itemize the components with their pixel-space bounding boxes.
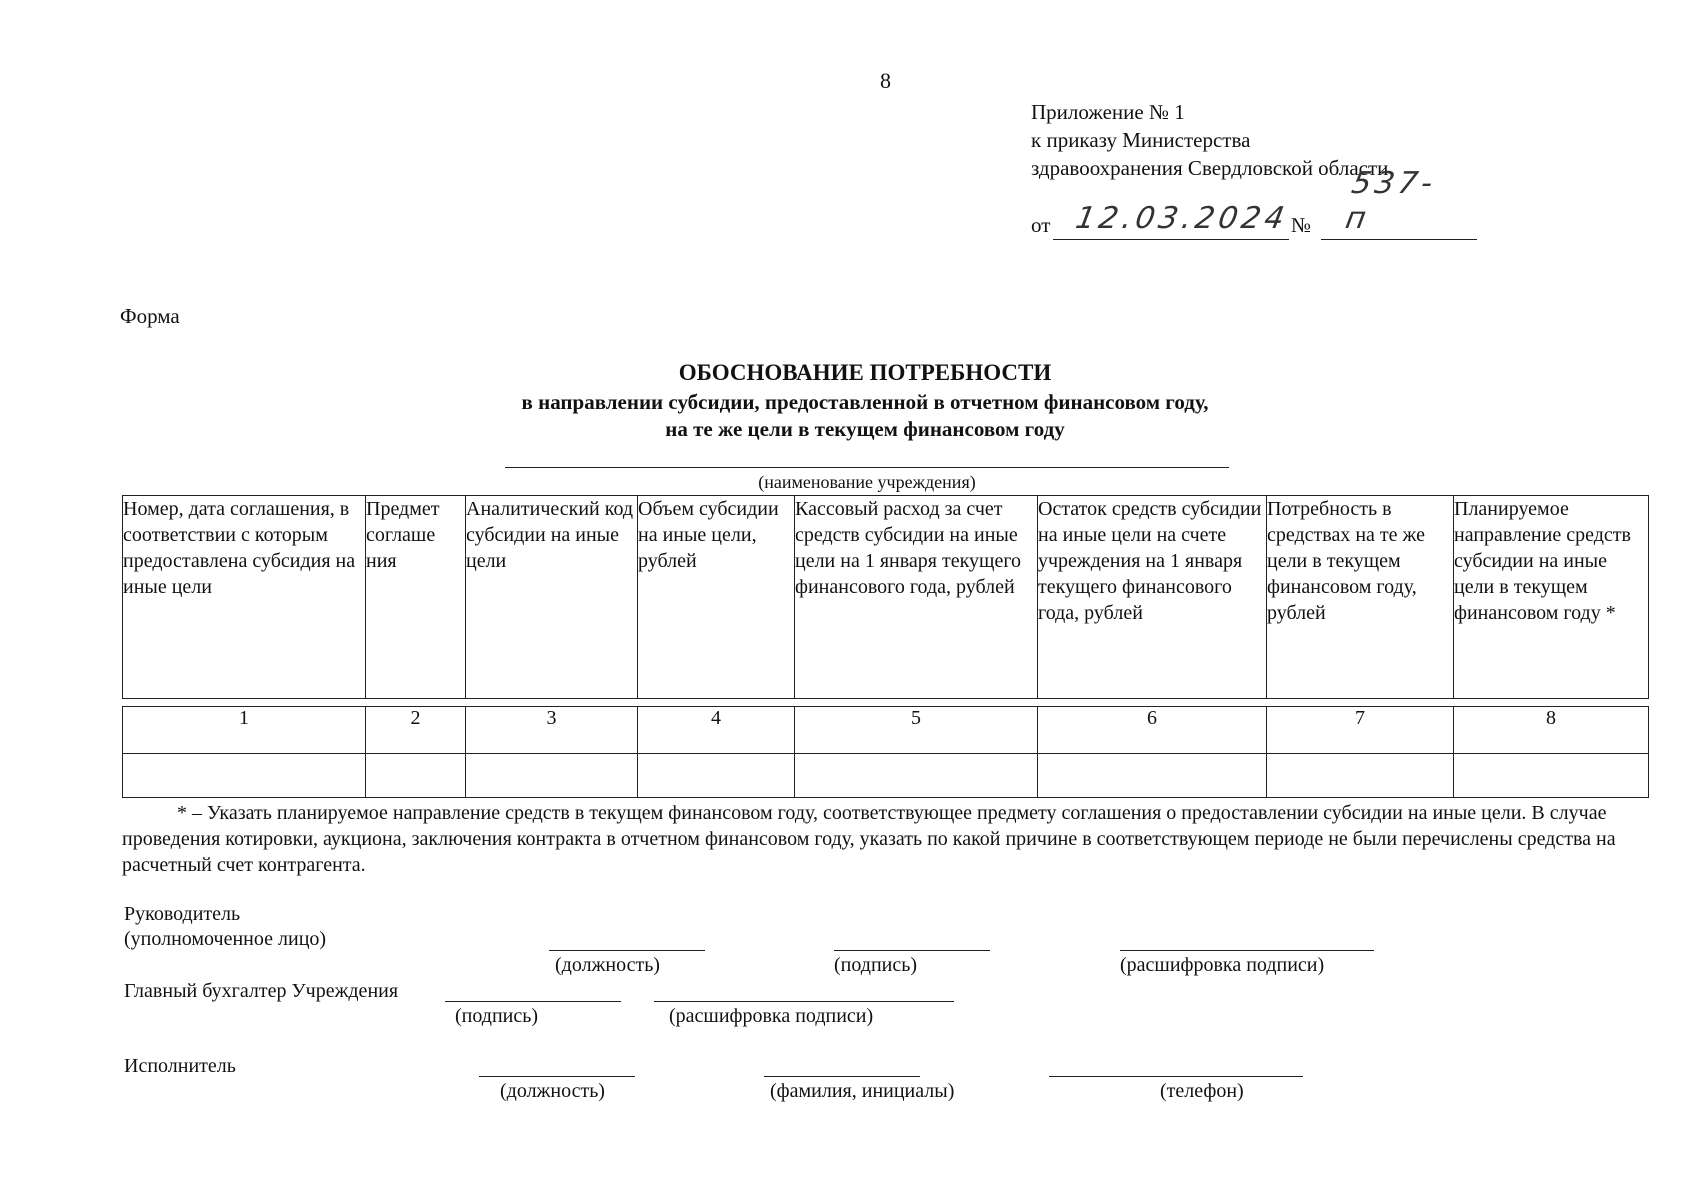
head-sublabel: (уполномоченное лицо) (124, 928, 327, 950)
head-decoding-line (1120, 950, 1374, 951)
document-subtitle-1: в направлении субсидии, предоставленной в отчетном финансовом году, (521, 390, 1209, 414)
accountant-signature-caption: (подпись) (455, 1005, 539, 1027)
date-underline (1053, 239, 1289, 240)
column-number-row (123, 707, 1649, 754)
number-label: № (1291, 213, 1312, 237)
head-signature-caption: (подпись) (834, 954, 918, 976)
document-title: ОБОСНОВАНИЕ ПОТРЕБНОСТИ (678, 360, 1052, 385)
head-decoding-caption: (расшифровка подписи) (1120, 954, 1325, 976)
column-number: 3 (466, 707, 638, 754)
document-subtitle-2: на те же цели в текущем финансовом году (665, 417, 1065, 441)
from-label: от (1031, 213, 1051, 237)
executor-phone-line (1049, 1076, 1303, 1077)
header-row (123, 496, 1649, 699)
column-number: 7 (1267, 707, 1454, 754)
accountant-decoding-caption: (расшифровка подписи) (669, 1005, 874, 1027)
head-label: Руководитель (124, 903, 241, 925)
empty-data-row (123, 754, 1649, 798)
accountant-decoding-line (654, 1001, 954, 1002)
executor-position-caption: (должность) (500, 1080, 605, 1102)
executor-label: Исполнитель (124, 1055, 236, 1077)
executor-name-line (764, 1076, 920, 1077)
column-number: 6 (1038, 707, 1267, 754)
table-cell (638, 754, 795, 798)
column-number: 5 (795, 707, 1038, 754)
executor-name-caption: (фамилия, инициалы) (770, 1080, 955, 1102)
appendix-line-2: к приказу Министерства (1031, 128, 1251, 152)
table-cell (366, 754, 466, 798)
header-cell: Кассовый расход за счет средств субсидии на иные цели на 1 января текущего финансового года, рублей (795, 496, 1038, 699)
institution-name-line (505, 467, 1229, 468)
header-cell: Остаток средств субсидии на иные цели на счете учреждения на 1 января текущего финансового года, рублей (1038, 496, 1267, 699)
table-cell (795, 754, 1038, 798)
header-cell: Объем субсидии на иные цели, рублей (638, 496, 795, 699)
footnote: * – Указать планируемое направление средств в текущем финансовом году, соответствующее предмету соглашения о предоставлении субсидии на иные цели. В случае проведения котировки, аукциона, заключения контракта в отчетном финансовом году, указать по какой причине в соответствующем периоде не были перечислены средства на расчетный счет контрагента. (122, 802, 1616, 876)
chief-accountant-label: Главный бухгалтер Учреждения (124, 980, 399, 1002)
column-number: 8 (1454, 707, 1649, 754)
handwritten-number: 537-п (1342, 166, 1440, 236)
number-underline (1321, 239, 1477, 240)
accountant-signature-line (445, 1001, 621, 1002)
head-position-line (549, 950, 705, 951)
table-cell (1038, 754, 1267, 798)
head-signature-line (834, 950, 990, 951)
appendix-block (1031, 98, 1388, 182)
table-cell (123, 754, 366, 798)
header-cell: Предмет соглаше ния (366, 496, 466, 699)
column-number: 2 (366, 707, 466, 754)
column-number: 1 (123, 707, 366, 754)
head-position-caption: (должность) (555, 954, 660, 976)
table-cell (1454, 754, 1649, 798)
column-number: 4 (638, 707, 795, 754)
header-cell: Планируемое направление средств субсидии на иные цели в текущем финансовом году * (1454, 496, 1649, 699)
executor-position-line (479, 1076, 635, 1077)
table-cell (1267, 754, 1454, 798)
institution-caption: (наименование учреждения) (758, 472, 976, 492)
header-cell: Потребность в средствах на те же цели в текущем финансовом году, рублей (1267, 496, 1454, 699)
table-header (122, 495, 1649, 699)
appendix-line-1: Приложение № 1 (1031, 100, 1185, 124)
table-body (122, 706, 1649, 798)
executor-phone-caption: (телефон) (1160, 1080, 1244, 1102)
page-number: 8 (880, 68, 891, 93)
table-cell (466, 754, 638, 798)
appendix-line-3: здравоохранения Свердловской области (1031, 156, 1389, 180)
handwritten-date: 12.03.2024 (1072, 201, 1291, 236)
header-cell: Аналитический код субсидии на иные цели (466, 496, 638, 699)
form-label: Форма (120, 304, 180, 328)
header-cell: Номер, дата соглашения, в соответствии с которым предоставлена субсидия на иные цели (123, 496, 366, 699)
